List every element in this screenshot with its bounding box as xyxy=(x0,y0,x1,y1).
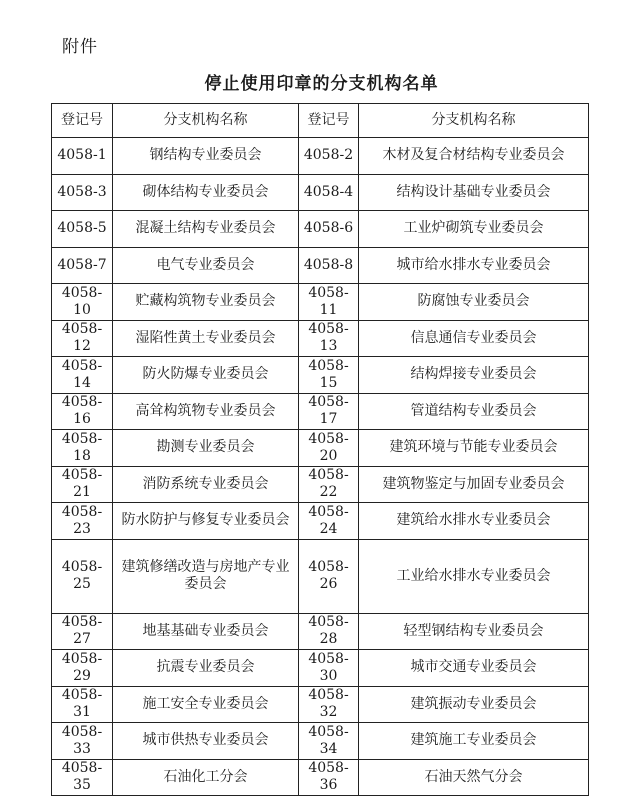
cell-code-2: 4058-2 xyxy=(299,138,359,175)
cell-code: 4058-18 xyxy=(52,430,113,467)
cell-name: 地基基础专业委员会 xyxy=(113,613,299,650)
document-title: 停止使用印章的分支机构名单 xyxy=(204,74,439,94)
table-row xyxy=(52,759,589,796)
cell-code: 4058-16 xyxy=(52,393,113,430)
attachment-label: 附件 xyxy=(62,37,98,57)
cell-name-2: 工业给水排水专业委员会 xyxy=(359,539,589,613)
cell-name: 勘测专业委员会 xyxy=(113,430,299,467)
cell-name-2: 城市交通专业委员会 xyxy=(359,650,589,687)
cell-name-2: 建筑物鉴定与加固专业委员会 xyxy=(359,466,589,503)
table-row xyxy=(52,650,589,687)
cell-name-2: 轻型钢结构专业委员会 xyxy=(359,613,589,650)
table-row xyxy=(52,393,589,430)
cell-name-2: 建筑环境与节能专业委员会 xyxy=(359,430,589,467)
cell-name: 防火防爆专业委员会 xyxy=(113,357,299,394)
cell-code: 4058-25 xyxy=(52,539,113,613)
table-row xyxy=(52,138,589,175)
cell-name: 钢结构专业委员会 xyxy=(113,138,299,175)
cell-code-2: 4058-32 xyxy=(299,686,359,723)
table-header-row xyxy=(52,104,589,138)
cell-code-2: 4058-30 xyxy=(299,650,359,687)
header-code-2: 登记号 xyxy=(299,104,359,138)
cell-code: 4058-31 xyxy=(52,686,113,723)
cell-name: 贮藏构筑物专业委员会 xyxy=(113,284,299,321)
cell-code-2: 4058-6 xyxy=(299,211,359,248)
header-name-2: 分支机构名称 xyxy=(359,104,589,138)
table-row xyxy=(52,723,589,760)
cell-code-2: 4058-36 xyxy=(299,759,359,796)
table-row xyxy=(52,320,589,357)
cell-code-2: 4058-28 xyxy=(299,613,359,650)
cell-name: 消防系统专业委员会 xyxy=(113,466,299,503)
cell-code-2: 4058-15 xyxy=(299,357,359,394)
cell-name-2: 石油天然气分会 xyxy=(359,759,589,796)
table-row xyxy=(52,539,589,613)
cell-name: 防水防护与修复专业委员会 xyxy=(113,503,299,540)
cell-name-2: 管道结构专业委员会 xyxy=(359,393,589,430)
cell-code: 4058-23 xyxy=(52,503,113,540)
cell-code: 4058-7 xyxy=(52,247,113,284)
cell-code: 4058-35 xyxy=(52,759,113,796)
cell-code-2: 4058-26 xyxy=(299,539,359,613)
cell-name-2: 木材及复合材结构专业委员会 xyxy=(359,138,589,175)
cell-name-2: 工业炉砌筑专业委员会 xyxy=(359,211,589,248)
table-body xyxy=(52,138,589,796)
cell-name: 抗震专业委员会 xyxy=(113,650,299,687)
cell-name-2: 防腐蚀专业委员会 xyxy=(359,284,589,321)
cell-code-2: 4058-11 xyxy=(299,284,359,321)
cell-code-2: 4058-8 xyxy=(299,247,359,284)
cell-name: 湿陷性黄土专业委员会 xyxy=(113,320,299,357)
cell-code: 4058-3 xyxy=(52,174,113,211)
cell-code-2: 4058-34 xyxy=(299,723,359,760)
cell-name: 混凝土结构专业委员会 xyxy=(113,211,299,248)
cell-code: 4058-33 xyxy=(52,723,113,760)
cell-name: 高耸构筑物专业委员会 xyxy=(113,393,299,430)
cell-code-2: 4058-4 xyxy=(299,174,359,211)
cell-name: 电气专业委员会 xyxy=(113,247,299,284)
cell-name-2: 结构焊接专业委员会 xyxy=(359,357,589,394)
cell-name-2: 建筑振动专业委员会 xyxy=(359,686,589,723)
cell-name-2: 城市给水排水专业委员会 xyxy=(359,247,589,284)
table-row xyxy=(52,430,589,467)
table-row xyxy=(52,357,589,394)
table-row xyxy=(52,211,589,248)
table-row xyxy=(52,613,589,650)
cell-code-2: 4058-20 xyxy=(299,430,359,467)
cell-name-2: 结构设计基础专业委员会 xyxy=(359,174,589,211)
cell-name: 石油化工分会 xyxy=(113,759,299,796)
cell-code-2: 4058-17 xyxy=(299,393,359,430)
cell-name: 砌体结构专业委员会 xyxy=(113,174,299,211)
cell-code: 4058-10 xyxy=(52,284,113,321)
table-row xyxy=(52,466,589,503)
cell-code: 4058-21 xyxy=(52,466,113,503)
table-row xyxy=(52,686,589,723)
table-row xyxy=(52,503,589,540)
header-name: 分支机构名称 xyxy=(113,104,299,138)
cell-code-2: 4058-13 xyxy=(299,320,359,357)
cell-name: 城市供热专业委员会 xyxy=(113,723,299,760)
cell-code: 4058-29 xyxy=(52,650,113,687)
table-row xyxy=(52,247,589,284)
table-row xyxy=(52,174,589,211)
cell-name-2: 建筑施工专业委员会 xyxy=(359,723,589,760)
cell-name-2: 建筑给水排水专业委员会 xyxy=(359,503,589,540)
branch-table xyxy=(51,103,589,796)
cell-code: 4058-12 xyxy=(52,320,113,357)
cell-name-2: 信息通信专业委员会 xyxy=(359,320,589,357)
cell-code-2: 4058-22 xyxy=(299,466,359,503)
table-row xyxy=(52,284,589,321)
cell-code: 4058-5 xyxy=(52,211,113,248)
cell-code: 4058-1 xyxy=(52,138,113,175)
cell-code: 4058-27 xyxy=(52,613,113,650)
cell-name: 施工安全专业委员会 xyxy=(113,686,299,723)
cell-code-2: 4058-24 xyxy=(299,503,359,540)
header-code: 登记号 xyxy=(52,104,113,138)
cell-code: 4058-14 xyxy=(52,357,113,394)
cell-name: 建筑修缮改造与房地产专业委员会 xyxy=(113,539,299,613)
